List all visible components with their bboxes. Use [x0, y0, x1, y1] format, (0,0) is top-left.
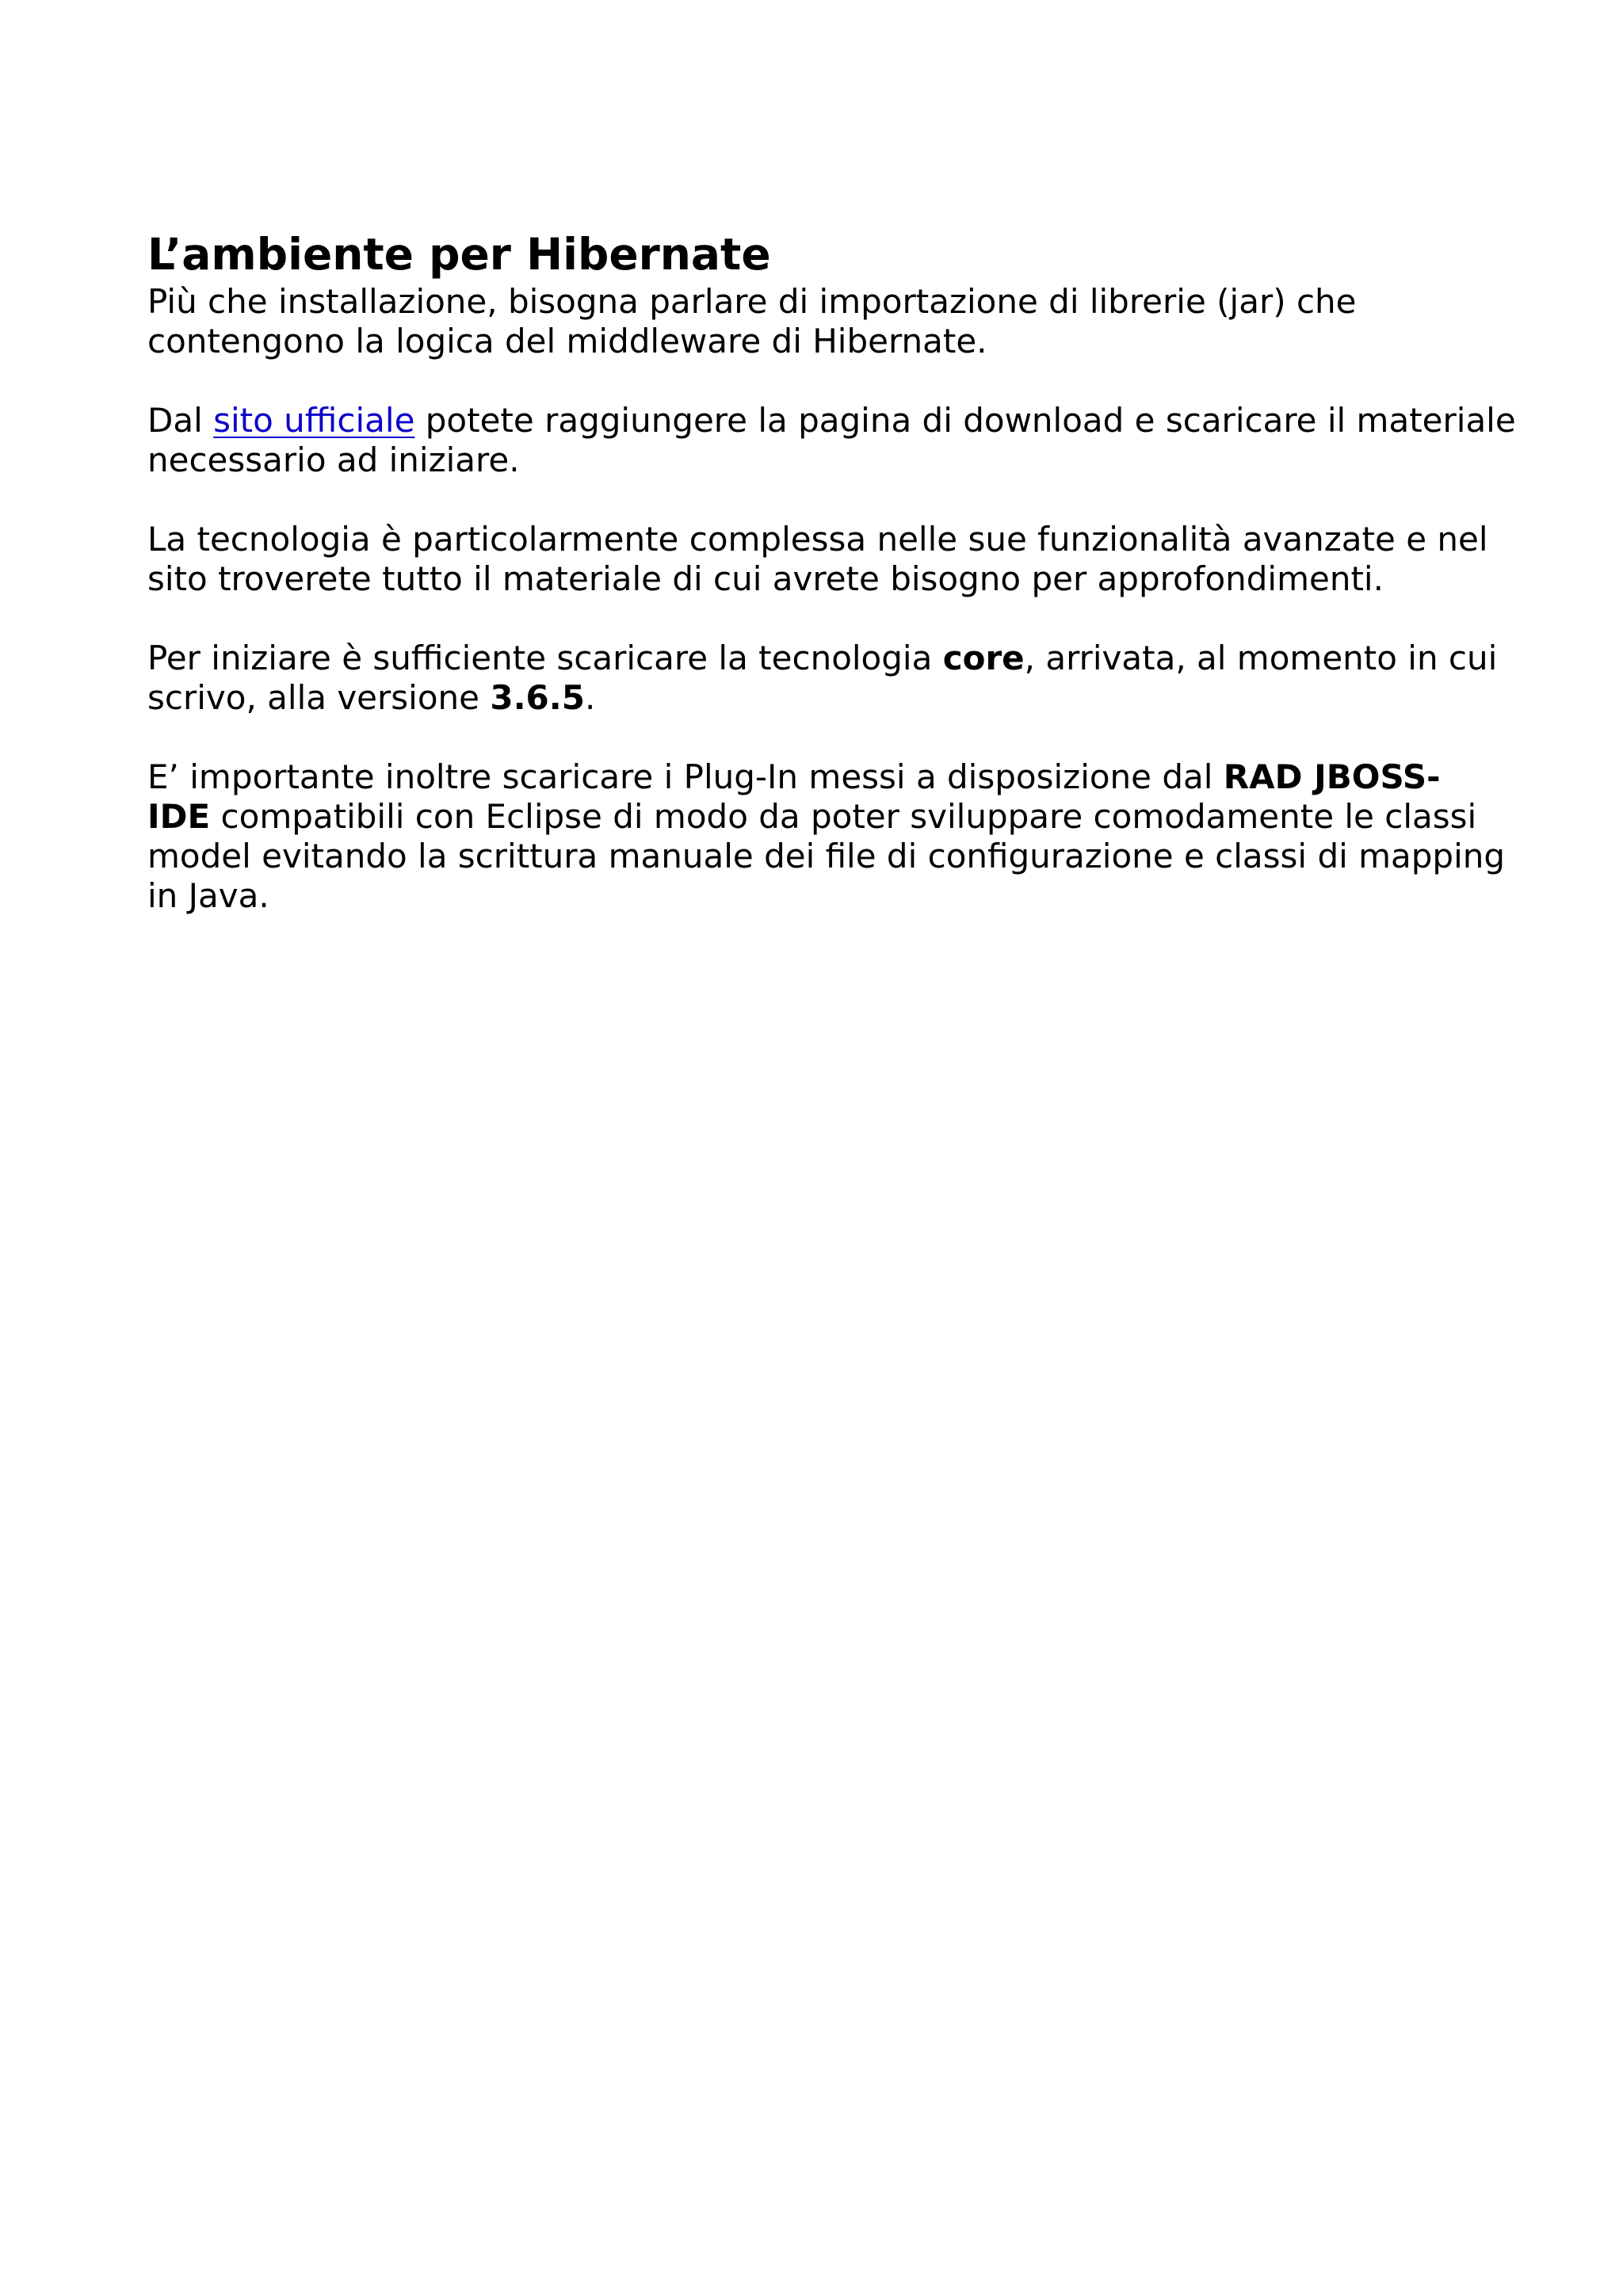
- paragraph-intro-line-2: contengono la logica del middleware di Hibernate.: [147, 322, 987, 360]
- paragraph-core-suffix: , arrivata, al momento in cui: [1024, 639, 1498, 677]
- version-bold-text: 3.6.5: [490, 678, 585, 717]
- paragraph-official-site-line-2: necessario ad iniziare.: [147, 441, 520, 479]
- official-site-link[interactable]: sito ufficiale: [213, 401, 415, 440]
- paragraph-technology: [147, 520, 1510, 599]
- paragraph-official-site-suffix: potete raggiungere la pagina di download e scaricare il materiale: [414, 401, 1516, 440]
- paragraph-plugins-line-3: model evitando la scrittura manuale dei file di configurazione e classi di mapping: [147, 837, 1506, 875]
- paragraph-technology-line-2: sito troverete tutto il materiale di cui avrete bisogno per approfondimenti.: [147, 559, 1384, 598]
- paragraph-technology-line-1: La tecnologia è particolarmente complessa nelle sue funzionalità avanzate e nel: [147, 520, 1488, 559]
- paragraph-plugins-line-4: in Java.: [147, 876, 269, 915]
- paragraph-version-suffix: .: [584, 678, 596, 717]
- paragraph-core-version: [147, 639, 1510, 718]
- paragraph-official-site: [147, 401, 1516, 480]
- page-title: L’ambiente per Hibernate: [147, 229, 771, 280]
- document-body: [147, 228, 1516, 955]
- paragraph-plugins-line-2: compatibili con Eclipse di modo da poter sviluppare comodamente le classi: [210, 797, 1477, 836]
- paragraph-official-site-prefix: Dal: [147, 401, 214, 440]
- paragraph-plugins: [147, 757, 1510, 916]
- paragraph-plugins-prefix: E’ importante inoltre scaricare i Plug-In messi a disposizione dal: [147, 757, 1224, 796]
- rad-jboss-bold-text: RAD JBOSS-: [1223, 757, 1441, 796]
- paragraph-core-prefix: Per iniziare è sufficiente scaricare la tecnologia: [147, 639, 943, 677]
- paragraph-intro: [147, 282, 1510, 361]
- core-bold-text: core: [942, 639, 1025, 677]
- paragraph-intro-line-1: Più che installazione, bisogna parlare di importazione di librerie (jar) che: [147, 282, 1357, 321]
- ide-bold-text: IDE: [147, 797, 211, 836]
- paragraph-version-prefix: scrivo, alla versione: [147, 678, 491, 717]
